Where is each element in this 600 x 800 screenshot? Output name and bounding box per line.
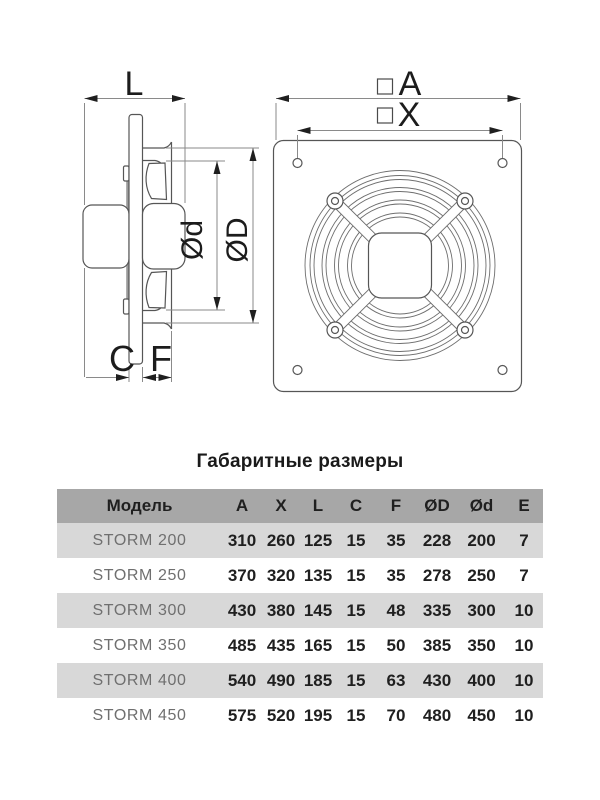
dim-label-X: X <box>397 96 421 134</box>
col-header-x: X <box>262 489 300 523</box>
model-name: STORM 400 <box>92 671 187 689</box>
table-row: STORM 400 540 490 185 15 63 430 400 10 <box>57 663 543 698</box>
col-header-c: C <box>336 489 376 523</box>
model-name: STORM 300 <box>92 601 187 619</box>
front-view-drawing <box>274 141 522 392</box>
table-header-row <box>57 489 543 523</box>
table-row: STORM 450 575 520 195 15 70 480 450 10 <box>57 698 543 733</box>
dim-label-L: L <box>124 65 144 103</box>
dim-label-inner-diameter: Ød <box>176 219 209 261</box>
model-name: STORM 350 <box>92 636 187 654</box>
square-symbol <box>378 79 393 94</box>
col-header-d: Ød <box>458 489 505 523</box>
model-name: STORM 450 <box>92 706 187 724</box>
model-name: STORM 200 <box>92 531 187 549</box>
dim-label-C: C <box>109 338 135 379</box>
col-header-f: F <box>376 489 416 523</box>
side-view-drawing <box>83 115 185 365</box>
table-title: Габаритные размеры <box>196 451 404 472</box>
mounting-plate <box>129 115 143 365</box>
clip <box>124 299 130 314</box>
bell-top <box>143 142 172 148</box>
dimensions-table <box>57 489 543 733</box>
col-header-a: A <box>222 489 262 523</box>
col-header-e: E <box>505 489 543 523</box>
table-row: STORM 200 310 260 125 15 35 228 200 7 <box>57 523 543 558</box>
table-row: STORM 350 485 435 165 15 50 385 350 10 <box>57 628 543 663</box>
col-header-l: L <box>300 489 336 523</box>
model-name: STORM 250 <box>92 566 187 584</box>
col-header-dd: ØD <box>416 489 458 523</box>
dim-label-outer-diameter: ØD <box>221 217 254 263</box>
blade-top <box>146 163 166 200</box>
table-row: STORM 250 370 320 135 15 35 278 250 7 <box>57 558 543 593</box>
dim-label-F: F <box>150 338 172 379</box>
dim-label-A: A <box>398 65 422 103</box>
clip <box>124 166 130 181</box>
motor-body <box>83 205 129 268</box>
col-header-model: Модель <box>57 489 222 523</box>
table-row: STORM 300 430 380 145 15 48 335 300 10 <box>57 593 543 628</box>
bell-bottom <box>143 323 172 329</box>
blade-bottom <box>146 272 166 309</box>
square-symbol <box>378 108 393 123</box>
hub-front <box>369 233 432 298</box>
